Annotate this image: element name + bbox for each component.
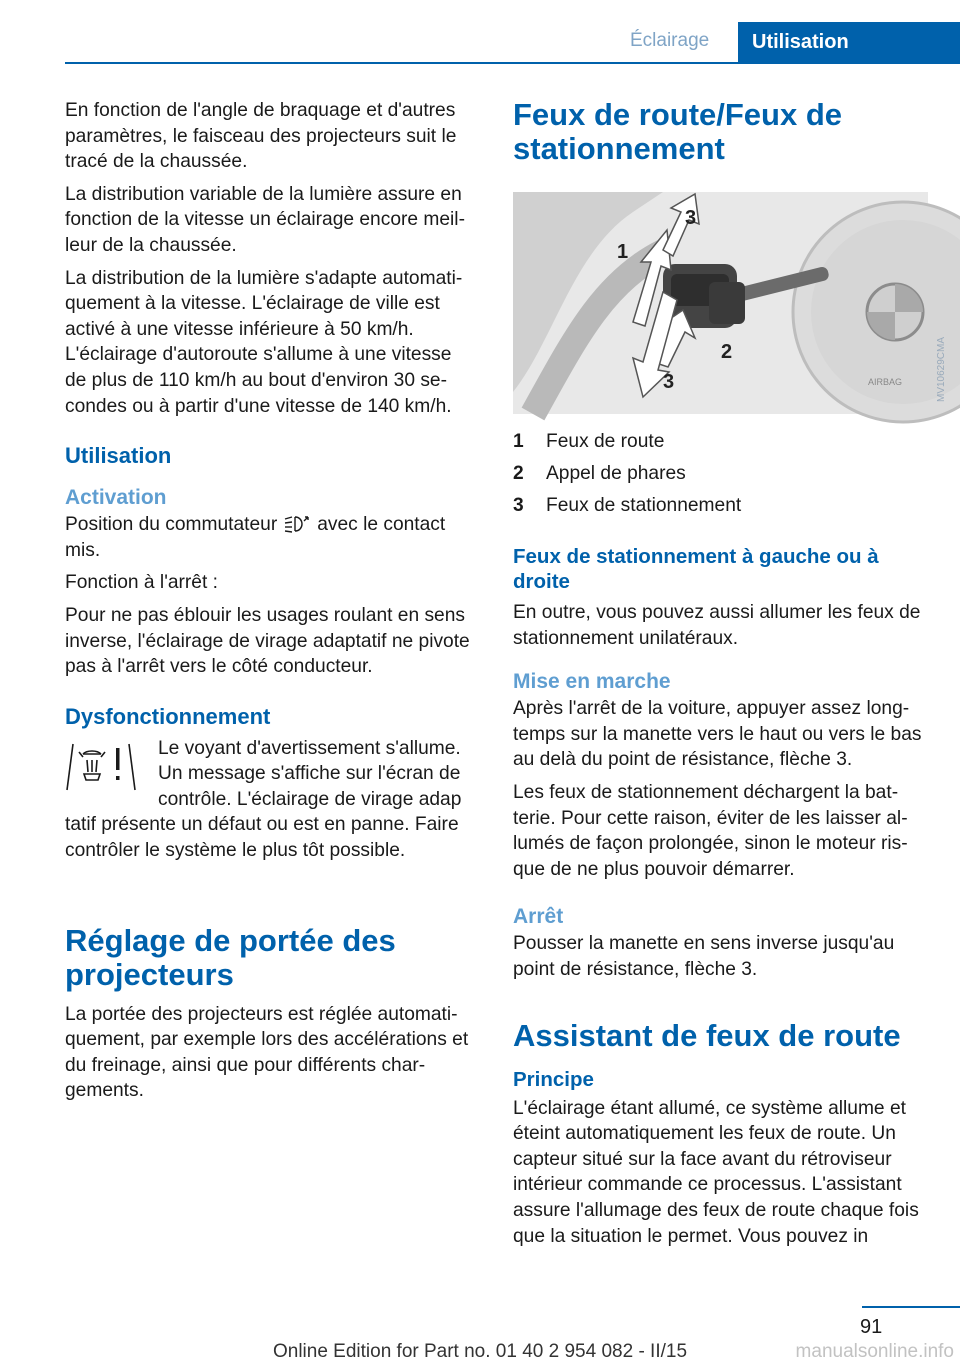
legend-number: 2 [513, 463, 524, 484]
heading-gauche-droite: Feux de stationnement à gauche ou à droite [513, 545, 879, 593]
heading-principe: Principe [513, 1067, 594, 1091]
activation-paragraph [65, 512, 477, 563]
footer-rule [862, 1306, 960, 1308]
paragraph: Après l'arrêt de la voiture, appuyer assez longtemps sur la manette vers le haut ou vers le bas au delà du point de résistance, flèche 3. [513, 698, 922, 771]
legend-number: 1 [513, 431, 524, 452]
steering-lever-illustration [513, 192, 947, 414]
legend [513, 426, 928, 522]
legend-item [513, 426, 928, 458]
heading-utilisation: Utilisation [65, 443, 172, 469]
heading-mise-en-marche: Mise en marche [513, 670, 671, 694]
edition-note: Online Edition for Part no. 01 40 2 954 082 - II/15 [272, 1341, 688, 1362]
paragraph: Les feux de stationnement déchargent la batterie. Pour cette raison, éviter de les laisser allumés de façon prolongée, sinon le moteur risque de ne plus pouvoir démarrer. [513, 781, 908, 880]
paragraph: En fonction de l'angle de braquage et d'autres paramètres, le faisceau des projecteurs suit le tracé de la chaussée. [65, 100, 457, 173]
image-code: MV10629CMA [936, 336, 947, 402]
paragraph: En outre, vous pouvez aussi allumer les feux de stationnement unilatéraux. [513, 602, 921, 649]
legend-text: Feux de route [546, 431, 665, 452]
svg-text:1: 1 [617, 241, 629, 263]
legend-item [513, 458, 928, 490]
legend-number: 3 [513, 495, 524, 516]
paragraph: La distribution de la lumière s'adapte automatiquement à la vitesse. L'éclairage de ville est activé à une vitesse inférieure à 50 km/h. L'éclairage d'autoroute s'allume à une vitesse de plus de 110 km/h au bout d'environ 30 secondes ou à partir d'une vitesse de 140 km/h. [65, 267, 463, 417]
legend-text: Feux de stationnement [546, 495, 742, 516]
paragraph: Le voyant d'avertissement s'allume. [158, 737, 461, 759]
heading-dysfonctionnement: Dysfonctionnement [65, 703, 271, 729]
page-header [0, 0, 960, 64]
left-column [65, 98, 477, 1111]
section-tab: Utilisation [738, 22, 960, 64]
adaptive-light-warning-icon [65, 742, 137, 792]
paragraph: Un message s'affiche sur l'écran de [158, 763, 461, 785]
activation-text-after: avec le contact mis. [65, 514, 446, 561]
section-title: Éclairage [630, 30, 710, 51]
paragraph: Fonction à l'arrêt : [65, 572, 218, 594]
paragraph: L'éclairage étant allumé, ce système allume et éteint automatiquement les feux de route. Un capteur situé sur la face avant du rétroviseur intérieur commande ce processus. L'assistant assure l'allumage des feux de route chaque fois que la situation le permet. Vous pouvez in [513, 1097, 919, 1247]
paragraph: La portée des projecteurs est réglée automatiquement, par exemple lors des accélérations et du freinage, ainsi que pour différents chargements. [65, 1003, 469, 1102]
lever-photo [513, 192, 947, 414]
airbag-label: AIRBAG [868, 377, 903, 387]
paragraph: Pour ne pas éblouir les usages roulant en sens inverse, l'éclairage de virage adaptatif ne pivote pas à l'arrêt vers le côté conducteur. [65, 604, 470, 678]
warning-block [65, 736, 477, 864]
legend-text: Appel de phares [546, 463, 686, 484]
paragraph: tatif présente un défaut ou est en panne. Faire contrôler le système le plus tôt possible. [65, 814, 459, 862]
page-footer [0, 1302, 960, 1362]
header-rule [65, 62, 960, 64]
paragraph: La distribution variable de la lumière assure en fonction de la vitesse un éclairage encore meilleur de la chaussée. [65, 183, 465, 256]
heading-arret: Arrêt [513, 905, 564, 929]
paragraph: Pousser la manette en sens inverse jusqu'au point de résistance, flèche 3. [513, 933, 895, 980]
right-column [513, 97, 947, 1256]
heading-assistant: Assistant de feux de route [513, 1017, 901, 1053]
svg-text:2: 2 [721, 341, 733, 363]
legend-item [513, 490, 928, 522]
page-number: 91 [860, 1316, 883, 1338]
heading-activation: Activation [65, 486, 167, 510]
activation-text-before: Position du commutateur [65, 514, 278, 536]
svg-text:3: 3 [685, 207, 697, 229]
adaptive-light-switch-icon [283, 515, 311, 533]
heading-feux: Feux de route/Feux de stationnement [513, 97, 843, 166]
svg-text:3: 3 [663, 371, 675, 393]
heading-reglage: Réglage de portée des projecteurs [65, 922, 396, 992]
paragraph: contrôle. L'éclairage de virage adap [158, 788, 462, 810]
watermark: manualsonline.info [795, 1341, 954, 1362]
